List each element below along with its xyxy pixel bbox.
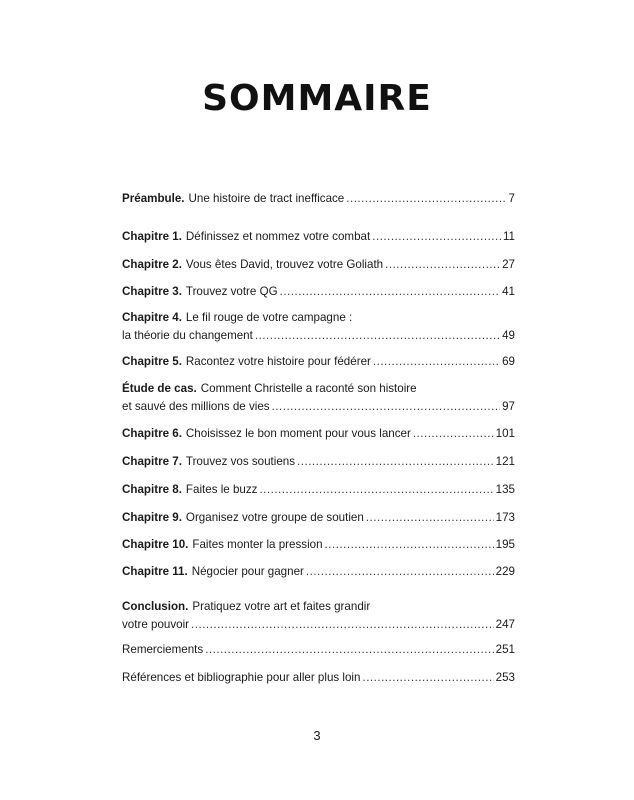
entry-page: 195	[495, 538, 515, 551]
toc-entry-chapitre-9	[122, 509, 515, 527]
entry-title: Choisissez le bon moment pour vous lancer	[185, 427, 411, 440]
entry-title: Références et bibliographie pour aller plus loin	[122, 671, 361, 684]
entry-page: 229	[495, 565, 515, 578]
entry-label: Chapitre 2.	[122, 258, 182, 271]
entry-title: Remerciements	[122, 643, 204, 656]
toc-entry-remerciements	[122, 641, 515, 659]
dot-leader	[366, 509, 494, 527]
entry-page: 173	[495, 511, 515, 524]
entry-title: Faites le buzz	[185, 483, 258, 496]
entry-title: Racontez votre histoire pour fédérer	[185, 355, 371, 368]
entry-title: Le fil rouge de votre campagne :	[185, 311, 353, 324]
page-number: 3	[313, 728, 321, 743]
entry-title: Une histoire de tract inefficace	[188, 192, 345, 205]
toc-entry-chapitre-6	[122, 425, 515, 443]
entry-page: 7	[508, 192, 515, 205]
page-title: SOMMAIRE	[202, 78, 432, 119]
entry-label: Chapitre 4.	[122, 311, 182, 324]
toc-entry-conclusion	[122, 598, 515, 634]
toc-entry-chapitre-1	[122, 228, 515, 246]
dot-leader	[205, 641, 493, 659]
toc-entry-chapitre-10	[122, 536, 515, 554]
entry-label: Chapitre 5.	[122, 355, 182, 368]
toc-entry-chapitre-7	[122, 453, 515, 471]
entry-page: 247	[495, 618, 515, 631]
entry-label: Chapitre 8.	[122, 483, 182, 496]
entry-title-line2: votre pouvoir	[122, 618, 190, 631]
toc-entry-chapitre-3	[122, 283, 515, 301]
dot-leader	[255, 327, 500, 345]
toc-entry-chapitre-5	[122, 353, 515, 371]
entry-label: Préambule.	[122, 192, 185, 205]
entry-label: Étude de cas.	[122, 382, 197, 395]
entry-page: 49	[502, 329, 515, 342]
entry-page: 11	[502, 230, 515, 243]
entry-title: Comment Christelle a raconté son histoire	[200, 382, 417, 395]
entry-title-line2: la théorie du changement	[122, 329, 253, 342]
dot-leader	[346, 190, 506, 208]
entry-page: 41	[502, 285, 515, 298]
dot-leader	[272, 398, 501, 416]
entry-label: Chapitre 3.	[122, 285, 182, 298]
dot-leader	[191, 616, 494, 634]
entry-label: Conclusion.	[122, 600, 189, 613]
entry-title: Organisez votre groupe de soutien	[185, 511, 364, 524]
entry-page: 101	[495, 427, 515, 440]
entry-label: Chapitre 1.	[122, 230, 182, 243]
entry-title-line2: et sauvé des millions de vies	[122, 400, 270, 413]
dot-leader	[259, 481, 493, 499]
entry-label: Chapitre 6.	[122, 427, 182, 440]
toc-entry-references	[122, 669, 515, 687]
entry-title: Trouvez votre QG	[185, 285, 278, 298]
dot-leader	[362, 669, 493, 687]
dot-leader	[373, 353, 500, 371]
entry-page: 97	[502, 400, 515, 413]
dot-leader	[325, 536, 494, 554]
entry-page: 121	[495, 455, 515, 468]
entry-title: Faites monter la pression	[192, 538, 323, 551]
toc-entry-chapitre-4	[122, 309, 515, 345]
entry-page: 69	[502, 355, 515, 368]
dot-leader	[372, 228, 501, 246]
dot-leader	[297, 453, 494, 471]
entry-title: Vous êtes David, trouvez votre Goliath	[185, 258, 384, 271]
dot-leader	[280, 283, 500, 301]
dot-leader	[413, 425, 494, 443]
entry-page: 27	[502, 258, 515, 271]
entry-title: Trouvez vos soutiens	[185, 455, 296, 468]
toc-entry-chapitre-8	[122, 481, 515, 499]
toc-entry-chapitre-11	[122, 563, 515, 581]
entry-label: Chapitre 11.	[122, 565, 188, 578]
entry-title: Négocier pour gagner	[191, 565, 304, 578]
toc-entry-preambule	[122, 190, 515, 208]
entry-page: 253	[495, 671, 515, 684]
entry-title: Définissez et nommez votre combat	[185, 230, 371, 243]
toc-entry-etude-de-cas	[122, 380, 515, 416]
entry-page: 251	[495, 643, 515, 656]
toc-entry-chapitre-2	[122, 256, 515, 274]
dot-leader	[385, 256, 500, 274]
entry-page: 135	[495, 483, 515, 496]
entry-label: Chapitre 10.	[122, 538, 189, 551]
entry-title: Pratiquez votre art et faites grandir	[192, 600, 371, 613]
entry-label: Chapitre 7.	[122, 455, 182, 468]
dot-leader	[306, 563, 494, 581]
entry-label: Chapitre 9.	[122, 511, 182, 524]
